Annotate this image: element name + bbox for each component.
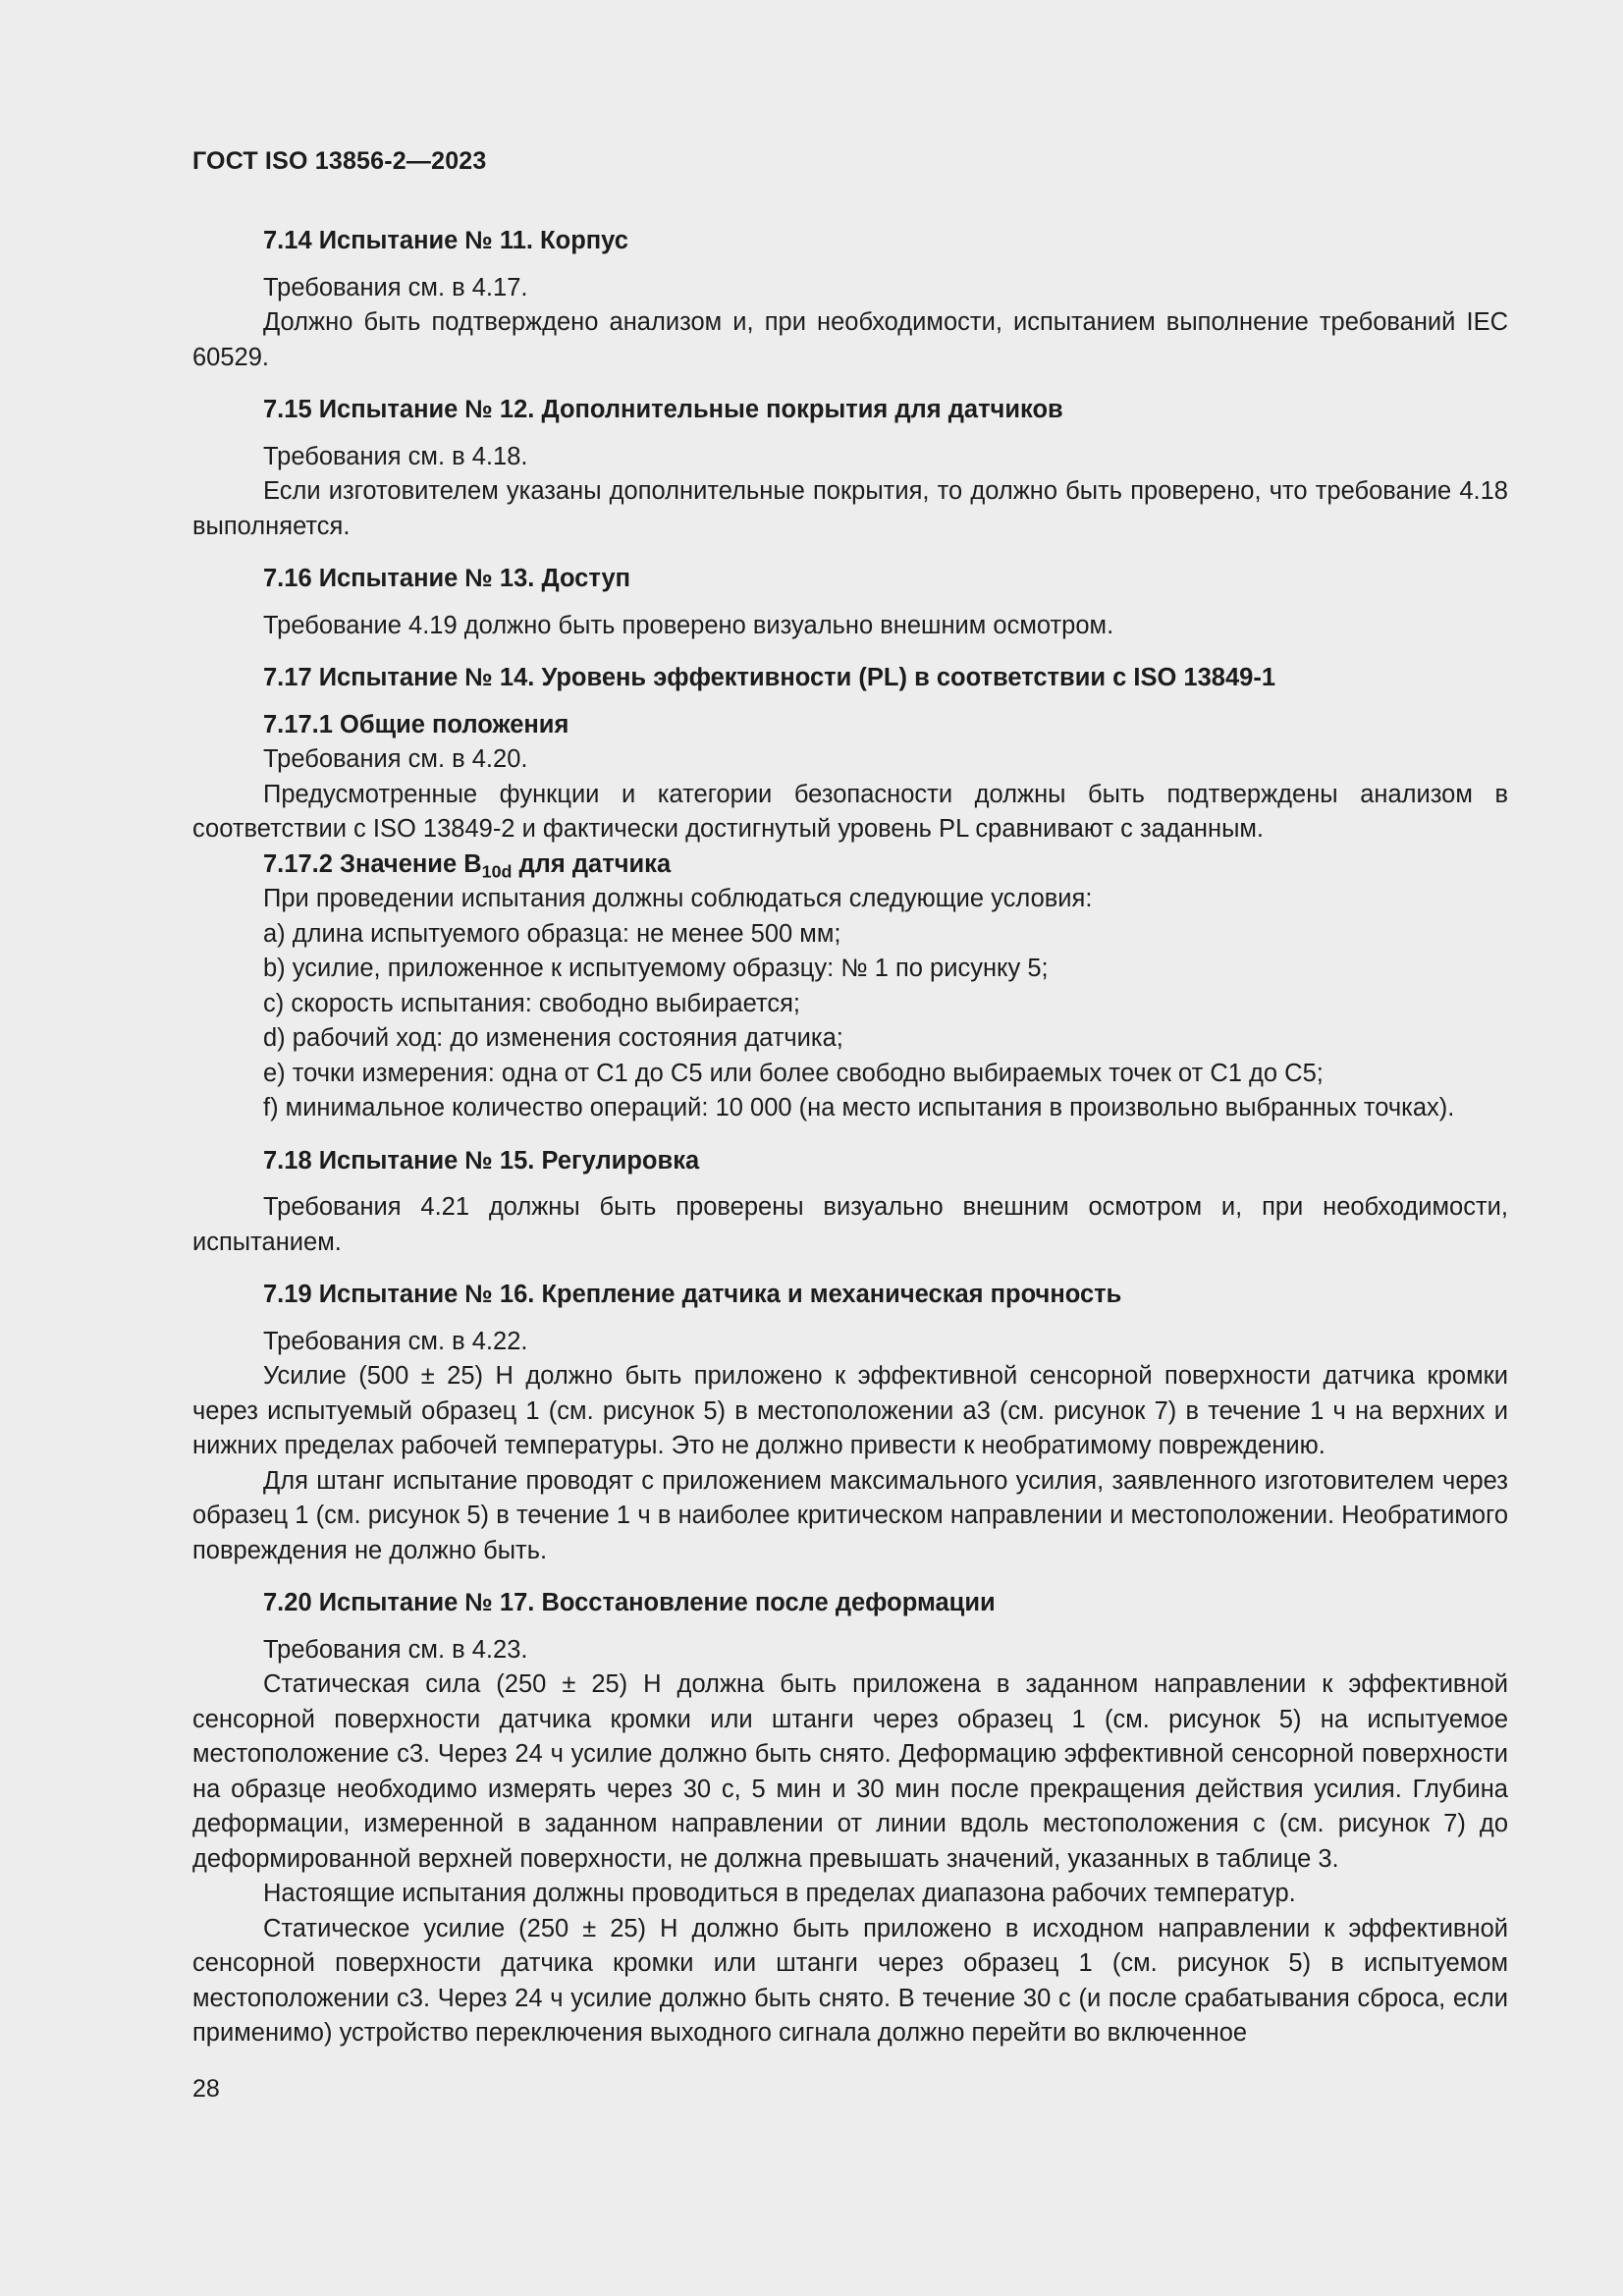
paragraph: Требование 4.19 должно быть проверено визуально внешним осмотром. xyxy=(263,611,1114,639)
subsection-title-text: 7.17.2 Значение B xyxy=(263,849,482,878)
list-item: b) усилие, приложенное к испытуемому образцу: № 1 по рисунку 5; xyxy=(263,955,1049,982)
list-item: f) минимальное количество операций: 10 000 (на место испытания в произвольно выбранных точках). xyxy=(263,1094,1455,1121)
page-number: 28 xyxy=(192,2075,220,2103)
subsection-title: 7.17.1 Общие положения xyxy=(263,710,569,738)
section-title: 7.18 Испытание № 15. Регулировка xyxy=(263,1146,700,1175)
paragraph: Настоящие испытания должны проводиться в пределах диапазона рабочих температур. xyxy=(263,1880,1296,1907)
section-title: 7.15 Испытание № 12. Дополнительные покрытия для датчиков xyxy=(263,396,1063,423)
paragraph: Требования см. в 4.20. xyxy=(263,745,528,773)
list-item: c) скорость испытания: свободно выбирается; xyxy=(263,989,800,1017)
paragraph: При проведении испытания должны соблюдаться следующие условия: xyxy=(263,885,1093,912)
list-item: d) рабочий ход: до изменения состояния датчика; xyxy=(263,1024,843,1052)
list-item: a) длина испытуемого образца: не менее 500 мм; xyxy=(263,919,841,948)
document-header: ГОСТ ISO 13856-2—2023 xyxy=(192,147,487,175)
paragraph: Предусмотренные функции и категории безопасности должны быть подтверждены анализом в соответствии с ISO 13849-2 и фактически достигнутый уровень PL сравнивают с заданным. xyxy=(192,780,1508,843)
paragraph: Усилие (500 ± 25) Н должно быть приложено к эффективной сенсорной поверхности датчика кромки через испытуемый образец 1 (см. рисунок 5) в местоположении а3 (см. рисунок 7) в течение 1 ч на верхних и нижних пределах рабочей температуры. Это не должно привести к необратимому повреждению. xyxy=(192,1362,1508,1459)
subsection-title xyxy=(192,847,1508,883)
paragraph: Если изготовителем указаны дополнительные покрытия, то должно быть проверено, что требование 4.18 выполняется. xyxy=(192,477,1508,540)
paragraph: Статическое усилие (250 ± 25) Н должно быть приложено в исходном направлении к эффективной сенсорной поверхности датчика кромки или штанги через образец 1 (см. рисунок 5) в испытуемом местоположении с3. Через 24 ч усилие должно быть снято. В течение 30 с (и после срабатывания сброса, если применимо) устройство переключения выходного сигнала должно перейти во включенное xyxy=(192,1914,1508,2047)
subsection-title-text: для датчика xyxy=(512,849,672,878)
paragraph: Для штанг испытание проводят с приложением максимального усилия, заявленного изготовителем через образец 1 (см. рисунок 5) в течение 1 ч в наиболее критическом направлении и местоположении. Необратимого повреждения не должно быть. xyxy=(192,1466,1508,1564)
paragraph: Требования см. в 4.22. xyxy=(263,1327,528,1355)
paragraph: Требования см. в 4.23. xyxy=(263,1635,528,1664)
list-item: e) точки измерения: одна от C1 до C5 или более свободно выбираемых точек от C1 до C5; xyxy=(263,1059,1324,1087)
section-title: 7.14 Испытание № 11. Корпус xyxy=(263,227,628,254)
paragraph: Статическая сила (250 ± 25) Н должна быть приложена в заданном направлении к эффективной сенсорной поверхности датчика кромки или штанги через образец 1 (см. рисунок 5) на испытуемое местоположение с3. Через 24 ч усилие должно быть снято. Деформацию эффективной сенсорной поверхности на образце необходимо измерять через 30 с, 5 мин и 30 мин после прекращения действия усилия. Глубина деформации, измеренной в заданном направлении от линии вдоль местоположения с (см. рисунок 7) до деформированной верхней поверхности, не должна превышать значений, указанных в таблице 3. xyxy=(192,1670,1508,1873)
paragraph: Должно быть подтверждено анализом и, при необходимости, испытанием выполнение требований IEC 60529. xyxy=(192,308,1508,371)
subscript: 10d xyxy=(481,860,513,881)
section-title: 7.16 Испытание № 13. Доступ xyxy=(263,565,631,592)
section-title: 7.17 Испытание № 14. Уровень эффективности (PL) в соответствии с ISO 13849-1 xyxy=(263,664,1276,691)
paragraph: Требования см. в 4.17. xyxy=(263,273,528,301)
section-title: 7.19 Испытание № 16. Крепление датчика и механическая прочность xyxy=(263,1281,1122,1308)
section-title: 7.20 Испытание № 17. Восстановление после деформации xyxy=(263,1589,996,1616)
paragraph: Требования 4.21 должны быть проверены визуально внешним осмотром и, при необходимости, испытанием. xyxy=(192,1193,1508,1256)
document-body xyxy=(192,224,1508,2051)
paragraph: Требования см. в 4.18. xyxy=(263,442,528,470)
